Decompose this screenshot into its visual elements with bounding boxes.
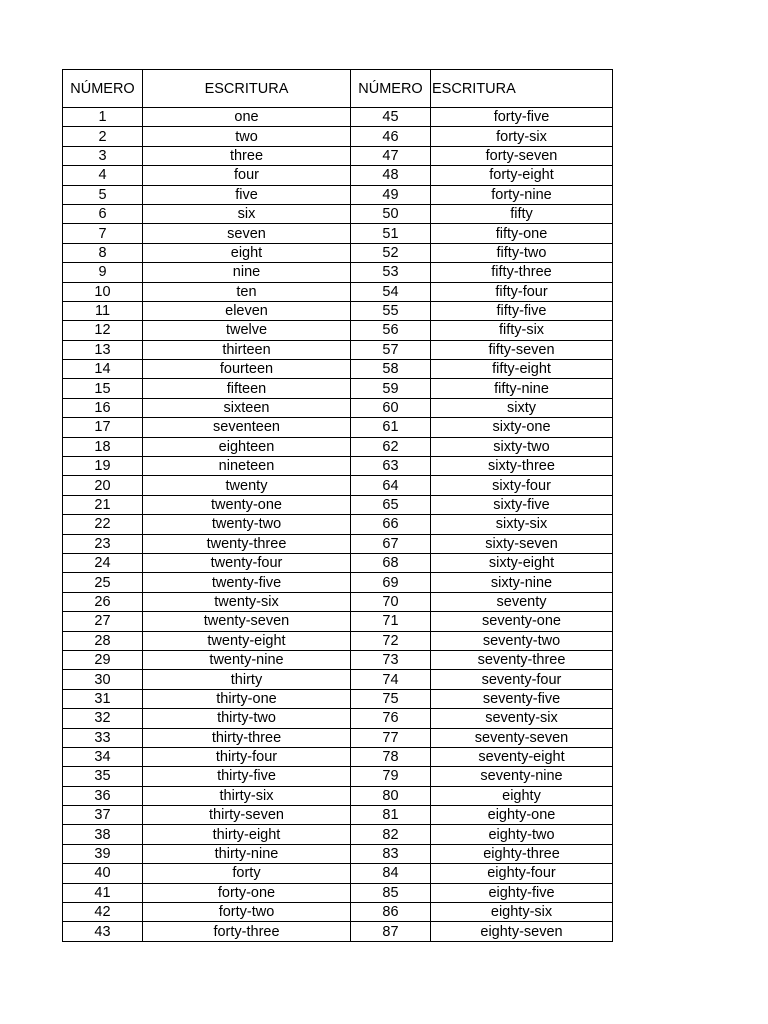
word-right-cell: eighty-seven <box>431 922 613 941</box>
word-left-cell: eleven <box>143 301 351 320</box>
number-right-cell: 86 <box>351 903 431 922</box>
word-right-cell: fifty-nine <box>431 379 613 398</box>
number-left-cell: 20 <box>63 476 143 495</box>
word-left-cell: six <box>143 204 351 223</box>
number-left-cell: 29 <box>63 650 143 669</box>
word-right-cell: sixty-five <box>431 495 613 514</box>
word-right-cell: forty-five <box>431 108 613 127</box>
table-row <box>63 243 613 262</box>
table-row <box>63 612 613 631</box>
number-left-cell: 35 <box>63 767 143 786</box>
table-row <box>63 515 613 534</box>
number-left-cell: 4 <box>63 166 143 185</box>
word-right-cell: sixty-four <box>431 476 613 495</box>
number-left-cell: 13 <box>63 340 143 359</box>
word-left-cell: seventeen <box>143 418 351 437</box>
word-right-cell: eighty-two <box>431 825 613 844</box>
number-right-cell: 87 <box>351 922 431 941</box>
table-row <box>63 883 613 902</box>
table-row <box>63 263 613 282</box>
table-row <box>63 806 613 825</box>
word-left-cell: two <box>143 127 351 146</box>
table-row <box>63 457 613 476</box>
number-right-cell: 72 <box>351 631 431 650</box>
word-right-cell: seventy-four <box>431 670 613 689</box>
word-right-cell: fifty-five <box>431 301 613 320</box>
word-right-cell: seventy-three <box>431 650 613 669</box>
word-right-cell: sixty-one <box>431 418 613 437</box>
number-left-cell: 19 <box>63 457 143 476</box>
word-right-cell: seventy-one <box>431 612 613 631</box>
word-right-cell: eighty <box>431 786 613 805</box>
word-left-cell: twenty <box>143 476 351 495</box>
table-row <box>63 185 613 204</box>
word-left-cell: forty-one <box>143 883 351 902</box>
number-right-cell: 74 <box>351 670 431 689</box>
table-row <box>63 786 613 805</box>
word-right-cell: fifty-eight <box>431 360 613 379</box>
table-row <box>63 321 613 340</box>
word-left-cell: seven <box>143 224 351 243</box>
number-left-cell: 43 <box>63 922 143 941</box>
table-row <box>63 360 613 379</box>
number-right-cell: 64 <box>351 476 431 495</box>
number-left-cell: 41 <box>63 883 143 902</box>
table-row <box>63 631 613 650</box>
word-right-cell: forty-eight <box>431 166 613 185</box>
word-right-cell: sixty-nine <box>431 573 613 592</box>
number-left-cell: 14 <box>63 360 143 379</box>
table-row <box>63 650 613 669</box>
table-header <box>63 70 613 108</box>
number-left-cell: 39 <box>63 844 143 863</box>
word-left-cell: forty <box>143 864 351 883</box>
table-row <box>63 747 613 766</box>
word-left-cell: twenty-eight <box>143 631 351 650</box>
word-left-cell: three <box>143 146 351 165</box>
number-left-cell: 26 <box>63 592 143 611</box>
number-left-cell: 25 <box>63 573 143 592</box>
number-left-cell: 7 <box>63 224 143 243</box>
number-left-cell: 17 <box>63 418 143 437</box>
word-left-cell: twenty-two <box>143 515 351 534</box>
number-right-cell: 58 <box>351 360 431 379</box>
number-left-cell: 36 <box>63 786 143 805</box>
table-row <box>63 146 613 165</box>
number-left-cell: 34 <box>63 747 143 766</box>
word-right-cell: forty-six <box>431 127 613 146</box>
table-row <box>63 301 613 320</box>
word-right-cell: forty-seven <box>431 146 613 165</box>
number-left-cell: 24 <box>63 553 143 572</box>
table-row <box>63 689 613 708</box>
word-right-cell: forty-nine <box>431 185 613 204</box>
number-right-cell: 69 <box>351 573 431 592</box>
word-left-cell: thirty-one <box>143 689 351 708</box>
table-row <box>63 108 613 127</box>
number-right-cell: 79 <box>351 767 431 786</box>
word-left-cell: twenty-one <box>143 495 351 514</box>
table-row <box>63 670 613 689</box>
table-row <box>63 224 613 243</box>
word-right-cell: sixty-two <box>431 437 613 456</box>
word-left-cell: twenty-nine <box>143 650 351 669</box>
number-right-cell: 56 <box>351 321 431 340</box>
number-right-cell: 49 <box>351 185 431 204</box>
number-left-cell: 1 <box>63 108 143 127</box>
header-escritura-left: ESCRITURA <box>143 70 351 108</box>
number-right-cell: 48 <box>351 166 431 185</box>
word-left-cell: eighteen <box>143 437 351 456</box>
number-left-cell: 10 <box>63 282 143 301</box>
table-row <box>63 767 613 786</box>
number-left-cell: 40 <box>63 864 143 883</box>
number-left-cell: 2 <box>63 127 143 146</box>
number-left-cell: 33 <box>63 728 143 747</box>
table-row <box>63 166 613 185</box>
table-row <box>63 437 613 456</box>
word-left-cell: thirty-four <box>143 747 351 766</box>
word-left-cell: twenty-three <box>143 534 351 553</box>
number-right-cell: 84 <box>351 864 431 883</box>
word-right-cell: seventy <box>431 592 613 611</box>
word-right-cell: sixty <box>431 398 613 417</box>
table-row <box>63 922 613 941</box>
word-right-cell: fifty-one <box>431 224 613 243</box>
word-left-cell: twenty-seven <box>143 612 351 631</box>
number-words-table <box>62 69 613 942</box>
number-right-cell: 57 <box>351 340 431 359</box>
number-left-cell: 18 <box>63 437 143 456</box>
number-left-cell: 5 <box>63 185 143 204</box>
number-right-cell: 52 <box>351 243 431 262</box>
word-left-cell: eight <box>143 243 351 262</box>
word-left-cell: nineteen <box>143 457 351 476</box>
table-row <box>63 340 613 359</box>
word-right-cell: sixty-seven <box>431 534 613 553</box>
header-numero-left: NÚMERO <box>63 70 143 108</box>
number-left-cell: 15 <box>63 379 143 398</box>
table-row <box>63 127 613 146</box>
word-right-cell: seventy-eight <box>431 747 613 766</box>
number-left-cell: 21 <box>63 495 143 514</box>
number-right-cell: 62 <box>351 437 431 456</box>
table-body <box>63 108 613 942</box>
number-right-cell: 81 <box>351 806 431 825</box>
word-left-cell: thirty <box>143 670 351 689</box>
word-right-cell: fifty-six <box>431 321 613 340</box>
table-row <box>63 476 613 495</box>
number-left-cell: 9 <box>63 263 143 282</box>
header-escritura-right: ESCRITURA <box>431 70 613 108</box>
word-left-cell: five <box>143 185 351 204</box>
number-right-cell: 67 <box>351 534 431 553</box>
number-right-cell: 77 <box>351 728 431 747</box>
word-right-cell: seventy-five <box>431 689 613 708</box>
word-right-cell: eighty-five <box>431 883 613 902</box>
number-right-cell: 46 <box>351 127 431 146</box>
word-left-cell: thirteen <box>143 340 351 359</box>
number-right-cell: 61 <box>351 418 431 437</box>
number-right-cell: 65 <box>351 495 431 514</box>
word-left-cell: twenty-five <box>143 573 351 592</box>
table-row <box>63 592 613 611</box>
table-row <box>63 573 613 592</box>
number-right-cell: 80 <box>351 786 431 805</box>
number-right-cell: 55 <box>351 301 431 320</box>
word-left-cell: twelve <box>143 321 351 340</box>
word-right-cell: fifty-three <box>431 263 613 282</box>
word-right-cell: sixty-eight <box>431 553 613 572</box>
word-left-cell: thirty-three <box>143 728 351 747</box>
word-left-cell: ten <box>143 282 351 301</box>
number-left-cell: 22 <box>63 515 143 534</box>
word-left-cell: sixteen <box>143 398 351 417</box>
number-left-cell: 37 <box>63 806 143 825</box>
number-left-cell: 8 <box>63 243 143 262</box>
number-right-cell: 60 <box>351 398 431 417</box>
number-left-cell: 30 <box>63 670 143 689</box>
table-row <box>63 398 613 417</box>
word-right-cell: eighty-four <box>431 864 613 883</box>
table-row <box>63 864 613 883</box>
table-row <box>63 282 613 301</box>
word-left-cell: one <box>143 108 351 127</box>
number-left-cell: 16 <box>63 398 143 417</box>
header-row <box>63 70 613 108</box>
word-right-cell: eighty-one <box>431 806 613 825</box>
number-right-cell: 70 <box>351 592 431 611</box>
number-right-cell: 50 <box>351 204 431 223</box>
word-left-cell: thirty-eight <box>143 825 351 844</box>
word-right-cell: seventy-six <box>431 709 613 728</box>
word-left-cell: twenty-six <box>143 592 351 611</box>
word-left-cell: thirty-five <box>143 767 351 786</box>
number-right-cell: 53 <box>351 263 431 282</box>
word-left-cell: forty-two <box>143 903 351 922</box>
number-left-cell: 42 <box>63 903 143 922</box>
number-left-cell: 38 <box>63 825 143 844</box>
word-left-cell: thirty-seven <box>143 806 351 825</box>
table-row <box>63 844 613 863</box>
number-right-cell: 82 <box>351 825 431 844</box>
number-right-cell: 76 <box>351 709 431 728</box>
number-left-cell: 11 <box>63 301 143 320</box>
word-right-cell: fifty <box>431 204 613 223</box>
word-left-cell: fourteen <box>143 360 351 379</box>
number-right-cell: 47 <box>351 146 431 165</box>
number-right-cell: 59 <box>351 379 431 398</box>
table-row <box>63 553 613 572</box>
table-row <box>63 495 613 514</box>
word-right-cell: eighty-three <box>431 844 613 863</box>
number-left-cell: 27 <box>63 612 143 631</box>
number-left-cell: 12 <box>63 321 143 340</box>
header-numero-right: NÚMERO <box>351 70 431 108</box>
number-left-cell: 3 <box>63 146 143 165</box>
table-row <box>63 418 613 437</box>
word-left-cell: nine <box>143 263 351 282</box>
table-row <box>63 709 613 728</box>
table-row <box>63 379 613 398</box>
word-left-cell: thirty-six <box>143 786 351 805</box>
number-left-cell: 6 <box>63 204 143 223</box>
number-right-cell: 78 <box>351 747 431 766</box>
word-right-cell: sixty-three <box>431 457 613 476</box>
number-left-cell: 23 <box>63 534 143 553</box>
table-row <box>63 534 613 553</box>
number-left-cell: 32 <box>63 709 143 728</box>
word-right-cell: seventy-seven <box>431 728 613 747</box>
number-right-cell: 73 <box>351 650 431 669</box>
number-right-cell: 71 <box>351 612 431 631</box>
number-right-cell: 68 <box>351 553 431 572</box>
number-right-cell: 45 <box>351 108 431 127</box>
number-right-cell: 51 <box>351 224 431 243</box>
table-row <box>63 204 613 223</box>
number-right-cell: 75 <box>351 689 431 708</box>
word-left-cell: four <box>143 166 351 185</box>
word-right-cell: fifty-seven <box>431 340 613 359</box>
word-left-cell: thirty-nine <box>143 844 351 863</box>
word-right-cell: eighty-six <box>431 903 613 922</box>
number-left-cell: 31 <box>63 689 143 708</box>
table-row <box>63 903 613 922</box>
number-right-cell: 66 <box>351 515 431 534</box>
word-left-cell: forty-three <box>143 922 351 941</box>
word-right-cell: fifty-two <box>431 243 613 262</box>
word-right-cell: fifty-four <box>431 282 613 301</box>
number-left-cell: 28 <box>63 631 143 650</box>
word-right-cell: seventy-two <box>431 631 613 650</box>
number-right-cell: 63 <box>351 457 431 476</box>
word-right-cell: seventy-nine <box>431 767 613 786</box>
number-right-cell: 83 <box>351 844 431 863</box>
table-row <box>63 825 613 844</box>
word-right-cell: sixty-six <box>431 515 613 534</box>
table-row <box>63 728 613 747</box>
number-right-cell: 85 <box>351 883 431 902</box>
word-left-cell: fifteen <box>143 379 351 398</box>
word-left-cell: thirty-two <box>143 709 351 728</box>
word-left-cell: twenty-four <box>143 553 351 572</box>
number-right-cell: 54 <box>351 282 431 301</box>
